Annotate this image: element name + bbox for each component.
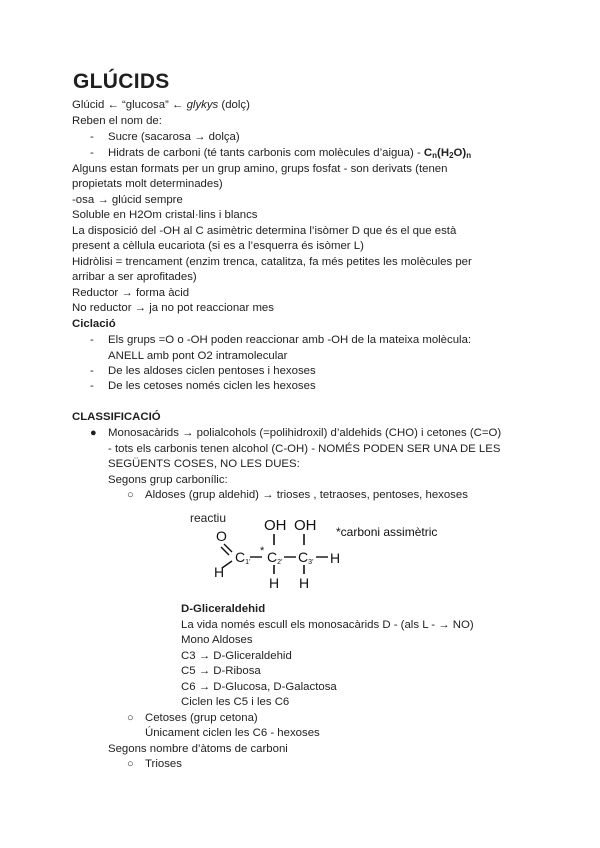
asymmetric-star: * — [260, 545, 265, 557]
text-line: Soluble en H2Om cristal·lins i blancs — [72, 209, 258, 221]
oh-label: OH — [294, 517, 317, 534]
etymology-italic: glykys — [186, 99, 219, 111]
glyceraldehyde-line: Ciclen les C5 i les C6 — [181, 696, 290, 708]
ciclacio-item: De les aldoses ciclen pentoses i hexoses — [108, 365, 316, 377]
hidrats-text: Hidrats de carboni (té tants carbonis com molècules d’aigua) - — [108, 147, 424, 159]
text-line: Reductor → forma àcid — [72, 287, 190, 299]
mono-line: SEGÜENTS COSES, NO LES DUES: — [108, 458, 300, 470]
circle-bullet: ○ — [127, 712, 134, 724]
dash-bullet: - — [90, 131, 94, 143]
text-line: Hidròlisi = trencament (enzim trenca, catalitza, fa més petites les molècules per — [72, 256, 472, 268]
carbon-3: C3’ — [298, 549, 314, 566]
text-line: propietats molt determinades) — [72, 178, 223, 190]
etymology-line — [72, 98, 250, 114]
etymology-post: (dolç) — [218, 99, 250, 111]
glyceraldehyde-line: C5 → D-Ribosa — [181, 665, 261, 677]
text-line: Alguns estan formats per un grup amino, grups fosfat - son derivats (tenen — [72, 163, 448, 175]
glyceraldehyde-line: C6 → D-Glucosa, D-Galactosa — [181, 681, 337, 693]
carbon-count-line: Segons nombre d’àtoms de carboni — [108, 743, 288, 755]
hydrogen-label: H — [269, 575, 280, 591]
carbon-1: C1’ — [235, 549, 251, 566]
asymmetric-note: *carboni assimètric — [336, 525, 438, 539]
oxygen-label: O — [216, 528, 227, 544]
glyceraldehyde-line: C3 → D-Gliceraldehid — [181, 650, 292, 662]
named-from-line: Reben el nom de: — [72, 115, 162, 127]
oh-label: OH — [264, 517, 287, 534]
dash-bullet: - — [90, 147, 94, 159]
text-line: La disposició del -OH al C asimètric determina l’isòmer D que és el que està — [72, 225, 457, 237]
formula: $C_n(H_2O)_n$ — [423, 147, 472, 160]
aldoses-line: Aldoses (grup aldehid) → trioses , tetraoses, pentoses, hexoses — [145, 489, 468, 501]
ciclacio-heading: Ciclació — [72, 318, 116, 330]
trioses-line: Trioses — [145, 758, 182, 770]
circle-bullet: ○ — [127, 489, 134, 501]
glyceraldehyde-structure — [186, 508, 456, 592]
dash-bullet: - — [90, 365, 94, 377]
hydrogen-label: H — [214, 564, 225, 580]
mono-line: Segons grup carbonílic: — [108, 474, 228, 486]
carbon-2: C2’ — [267, 549, 283, 566]
circle-bullet: ○ — [127, 758, 134, 770]
hydrogen-label: H — [330, 550, 341, 566]
dash-bullet: - — [90, 334, 94, 346]
page-title: GLÚCIDS — [73, 70, 170, 93]
glyceraldehyde-line: Mono Aldoses — [181, 634, 253, 646]
text-line: present a cèllula eucariota (si es a l’esquerra és isòmer L) — [72, 240, 364, 252]
ciclacio-item: Els grups =O o -OH poden reaccionar amb -OH de la mateixa molècula: — [108, 334, 472, 346]
hydrogen-label: H — [299, 575, 310, 591]
glyceraldehyde-title: D-Gliceraldehid — [181, 603, 266, 615]
ciclacio-item-cont: ANELL amb pont O2 intramolecular — [108, 350, 288, 362]
dash-bullet: - — [90, 380, 94, 392]
mono-line: - tots els carbonis tenen alcohol (C-OH) - NOMÉS PODEN SER UNA DE LES — [108, 443, 501, 455]
text-line: -osa → glúcid sempre — [72, 194, 183, 206]
text-line: No reductor → ja no pot reaccionar mes — [72, 302, 274, 314]
ciclacio-item: De les cetoses només ciclen les hexoses — [108, 380, 316, 392]
etymology-pre: Glúcid ← “glucosa” ← — [72, 99, 187, 111]
name-item-hidrats — [108, 146, 471, 164]
text-line: arribar a ser aprofitades) — [72, 271, 197, 283]
cetoses-line: Cetoses (grup cetona) — [145, 712, 258, 724]
classificacio-heading: CLASSIFICACIÓ — [72, 411, 161, 423]
cetoses-note: Únicament ciclen les C6 - hexoses — [145, 727, 320, 739]
mono-line: Monosacàrids → polialcohols (=polihidroxil) d’aldehids (CHO) i cetones (C=O) — [108, 427, 502, 439]
reactiu-label: reactiu — [190, 511, 227, 525]
glyceraldehyde-line: La vida només escull els monosacàrids D - (als L - → NO) — [181, 619, 474, 631]
name-item-sucre: Sucre (sacarosa → dolça) — [108, 131, 240, 143]
disc-bullet: ● — [90, 427, 97, 439]
